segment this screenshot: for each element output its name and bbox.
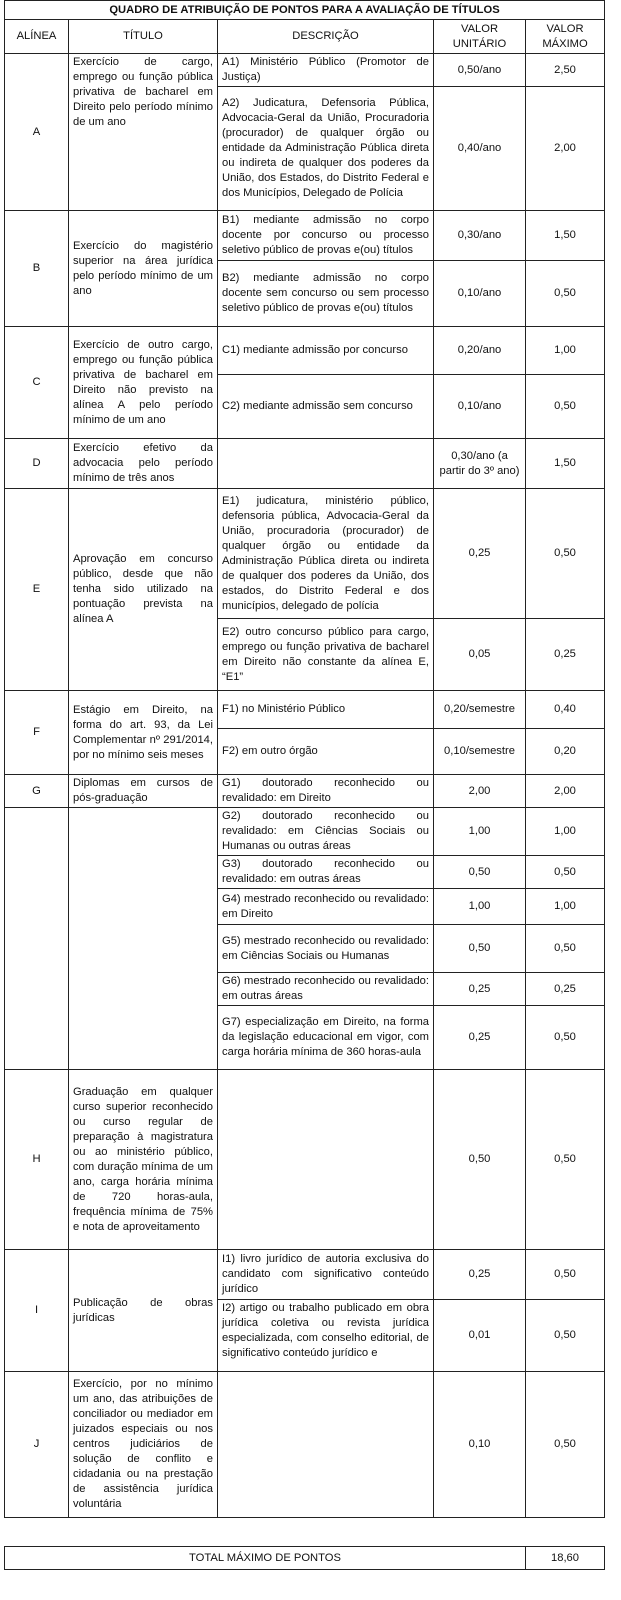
alinea-cell: B [5, 211, 69, 327]
header-valor-unitario: VALOR UNITÁRIO [434, 20, 526, 54]
alinea-cell: G [5, 775, 69, 808]
valor-unitario-cell: 0,25 [434, 1250, 526, 1300]
descricao-cell: I1) livro jurídico de autoria exclusiva do candidato com significativo conteúdo jurídico [218, 1250, 434, 1300]
titulo-cell: Graduação em qualquer curso superior reconhecido ou curso regular de preparação à magistratura ou ao ministério público, com duração mínima de um ano, carga horária mínima de 720 horas-aula, frequência mínima de 75% e nota de aproveitamento [69, 1070, 218, 1250]
total-value: 18,60 [526, 1547, 605, 1570]
valor-unitario-cell: 0,50 [434, 856, 526, 889]
header-valor-maximo: VALOR MÁXIMO [526, 20, 605, 54]
table-row [5, 691, 605, 729]
valor-maximo-cell: 0,50 [526, 1300, 605, 1372]
valor-unitario-cell: 0,40/ano [434, 87, 526, 211]
valor-unitario-cell: 0,25 [434, 973, 526, 1006]
descricao-cell: E1) judicatura, ministério público, defensoria pública, Advocacia-Geral da União, procuradoria (procurador) de qualquer órgão ou entidade da Administração Pública direta ou indireta de qualquer dos poderes da União, dos estados, do Distrito Federal e dos municípios, delegado de polícia [218, 489, 434, 619]
descricao-cell: A1) Ministério Público (Promotor de Justiça) [218, 54, 434, 87]
descricao-cell: G1) doutorado reconhecido ou revalidado: em Direito [218, 775, 434, 808]
descricao-cell: G3) doutorado reconhecido ou revalidado: em outras áreas [218, 856, 434, 889]
valor-unitario-cell: 0,10/ano [434, 261, 526, 327]
valor-maximo-cell: 0,50 [526, 1372, 605, 1518]
valor-maximo-cell: 2,00 [526, 775, 605, 808]
table-row [5, 211, 605, 261]
valor-unitario-cell: 0,10 [434, 1372, 526, 1518]
points-table [4, 0, 605, 1518]
valor-maximo-cell: 2,00 [526, 87, 605, 211]
valor-unitario-cell: 2,00 [434, 775, 526, 808]
descricao-cell: A2) Judicatura, Defensoria Pública, Advocacia-Geral da União, Procuradoria (procurador) de qualquer órgão ou entidade da Administração Pública direta ou indireta de qualquer dos poderes da União, dos Estados, do Distrito Federal e dos Municípios, Delegado de Polícia [218, 87, 434, 211]
valor-unitario-cell: 0,01 [434, 1300, 526, 1372]
valor-maximo-cell: 0,40 [526, 691, 605, 729]
valor-maximo-cell: 1,00 [526, 808, 605, 856]
table-row [5, 1070, 605, 1250]
total-label: TOTAL MÁXIMO DE PONTOS [5, 1547, 526, 1570]
valor-maximo-cell: 1,00 [526, 889, 605, 925]
titulo-cell: Estágio em Direito, na forma do art. 93, da Lei Complementar nº 291/2014, por no mínimo seis meses [69, 691, 218, 775]
table-row [5, 775, 605, 808]
descricao-cell: C1) mediante admissão por concurso [218, 327, 434, 375]
valor-unitario-cell: 0,30/ano (a partir do 3º ano) [434, 439, 526, 489]
valor-maximo-cell: 0,50 [526, 1006, 605, 1070]
valor-unitario-cell: 0,30/ano [434, 211, 526, 261]
descricao-cell: B2) mediante admissão no corpo docente sem concurso ou sem processo seletivo público de provas e(ou) títulos [218, 261, 434, 327]
descricao-cell: C2) mediante admissão sem concurso [218, 375, 434, 439]
alinea-cell: J [5, 1372, 69, 1518]
valor-maximo-cell: 0,50 [526, 856, 605, 889]
table-row [5, 439, 605, 489]
total-table [4, 1546, 605, 1570]
alinea-cell: C [5, 327, 69, 439]
valor-maximo-cell: 2,50 [526, 54, 605, 87]
valor-maximo-cell: 0,50 [526, 1250, 605, 1300]
table-row [5, 327, 605, 375]
valor-unitario-cell: 0,25 [434, 1006, 526, 1070]
titulo-cell: Publicação de obras jurídicas [69, 1250, 218, 1372]
valor-unitario-cell: 0,50 [434, 1070, 526, 1250]
valor-maximo-cell: 0,50 [526, 489, 605, 619]
descricao-cell: G4) mestrado reconhecido ou revalidado: em Direito [218, 889, 434, 925]
alinea-cell: D [5, 439, 69, 489]
valor-maximo-cell: 0,50 [526, 925, 605, 973]
header-titulo: TÍTULO [69, 20, 218, 54]
alinea-cell: E [5, 489, 69, 691]
valor-unitario-cell: 0,20/semestre [434, 691, 526, 729]
valor-maximo-cell: 0,50 [526, 261, 605, 327]
descricao-cell: G7) especialização em Direito, na forma da legislação educacional em vigor, com carga horária mínima de 360 horas-aula [218, 1006, 434, 1070]
valor-unitario-cell: 0,20/ano [434, 327, 526, 375]
descricao-cell [218, 1372, 434, 1518]
descricao-cell: B1) mediante admissão no corpo docente por concurso ou processo seletivo público de provas e(ou) títulos [218, 211, 434, 261]
valor-unitario-cell: 0,50 [434, 925, 526, 973]
titulo-cell: Aprovação em concurso público, desde que não tenha sido utilizado na pontuação prevista na alínea A [69, 489, 218, 691]
header-descricao: DESCRIÇÃO [218, 20, 434, 54]
header-alinea: ALÍNEA [5, 20, 69, 54]
descricao-cell: F1) no Ministério Público [218, 691, 434, 729]
table-title: QUADRO DE ATRIBUIÇÃO DE PONTOS PARA A AVALIAÇÃO DE TÍTULOS [5, 1, 605, 20]
titulo-cell: Exercício de outro cargo, emprego ou função pública privativa de bacharel em Direito não previsto na alínea A pelo período mínimo de um ano [69, 327, 218, 439]
descricao-cell: G2) doutorado reconhecido ou revalidado: em Ciências Sociais ou Humanas ou outras áreas [218, 808, 434, 856]
table-row [5, 1372, 605, 1518]
descricao-cell [218, 1070, 434, 1250]
valor-maximo-cell: 0,20 [526, 729, 605, 775]
alinea-cell: F [5, 691, 69, 775]
alinea-cell: A [5, 54, 69, 211]
valor-maximo-cell: 0,50 [526, 375, 605, 439]
titulo-cell: Exercício do magistério superior na área jurídica pelo período mínimo de um ano [69, 211, 218, 327]
table-row [5, 808, 605, 856]
alinea-cell-empty [5, 808, 69, 1070]
total-row [5, 1547, 605, 1570]
valor-maximo-cell: 1,50 [526, 439, 605, 489]
alinea-cell: I [5, 1250, 69, 1372]
valor-maximo-cell: 0,50 [526, 1070, 605, 1250]
descricao-cell: G6) mestrado reconhecido ou revalidado: em outras áreas [218, 973, 434, 1006]
table-row [5, 489, 605, 619]
valor-unitario-cell: 0,25 [434, 489, 526, 619]
valor-unitario-cell: 1,00 [434, 808, 526, 856]
valor-unitario-cell: 0,10/ano [434, 375, 526, 439]
table-row [5, 54, 605, 87]
header-row [5, 20, 605, 54]
valor-unitario-cell: 0,50/ano [434, 54, 526, 87]
titulo-cell: Exercício efetivo da advocacia pelo período mínimo de três anos [69, 439, 218, 489]
descricao-cell: E2) outro concurso público para cargo, emprego ou função privativa de bacharel em Direito não constante da alínea E, “E1” [218, 619, 434, 691]
descricao-cell: I2) artigo ou trabalho publicado em obra jurídica coletiva ou revista jurídica especializada, com conselho editorial, de significativo conteúdo jurídico e [218, 1300, 434, 1372]
descricao-cell: F2) em outro órgão [218, 729, 434, 775]
titulo-cell-empty [69, 808, 218, 1070]
alinea-cell: H [5, 1070, 69, 1250]
titulo-cell: Exercício de cargo, emprego ou função pública privativa de bacharel em Direito pelo período mínimo de um ano [69, 54, 218, 211]
valor-maximo-cell: 1,00 [526, 327, 605, 375]
valor-maximo-cell: 0,25 [526, 973, 605, 1006]
valor-unitario-cell: 0,05 [434, 619, 526, 691]
table-row [5, 1250, 605, 1300]
valor-maximo-cell: 0,25 [526, 619, 605, 691]
table-title-row [5, 1, 605, 20]
titulo-cell: Exercício, por no mínimo um ano, das atribuições de conciliador ou mediador em juizados especiais ou nos centros judiciários de solução de conflito e cidadania ou na prestação de assistência jurídica voluntária [69, 1372, 218, 1518]
descricao-cell: G5) mestrado reconhecido ou revalidado: em Ciências Sociais ou Humanas [218, 925, 434, 973]
valor-unitario-cell: 0,10/semestre [434, 729, 526, 775]
descricao-cell [218, 439, 434, 489]
valor-maximo-cell: 1,50 [526, 211, 605, 261]
valor-unitario-cell: 1,00 [434, 889, 526, 925]
titulo-cell: Diplomas em cursos de pós-graduação [69, 775, 218, 808]
